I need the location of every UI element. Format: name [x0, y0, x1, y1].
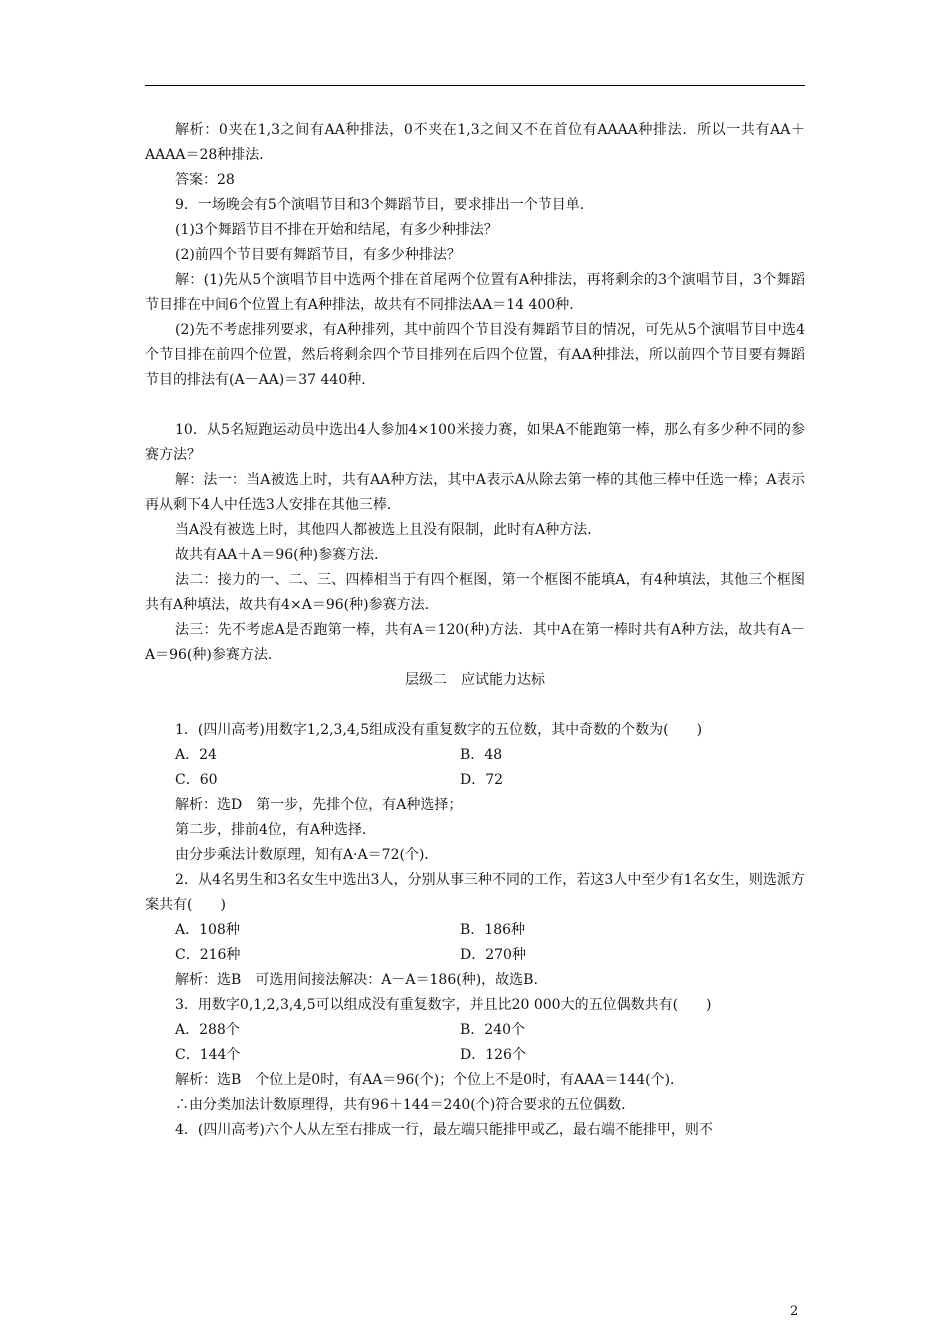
paragraph: 故共有AA＋A＝96(种)参赛方法．	[175, 547, 389, 563]
paragraph: ∴由分类加法计数原理得，共有96＋144＝240(个)符合要求的五位偶数．	[175, 1097, 636, 1113]
answer-options-row	[145, 918, 805, 943]
paragraph: 法三：先不考虑A是否跑第一棒，共有A＝120(种)方法．其中A在第一棒时共有A种方法，故共有A－A＝96(种)参赛方法．	[145, 622, 805, 663]
paragraph: (1)3个舞蹈节目不排在开始和结尾，有多少种排法？	[175, 222, 498, 238]
paragraph: 解析：选D 第一步，先排个位，有A种选择；	[175, 797, 463, 813]
paragraph: 2．从4名男生和3名女生中选出3人，分别从事三种不同的工作，若这3人中至少有1名女生，则选派方案共有( )	[145, 872, 805, 913]
answer-option: B．186种	[460, 922, 526, 938]
answer-option: C．144个	[175, 1047, 241, 1063]
answer-option: A．24	[175, 747, 217, 763]
paragraph: 10．从5名短跑运动员中选出4人参加4×100米接力赛，如果A不能跑第一棒，那么有多少种不同的参赛方法？	[145, 422, 805, 463]
answer-option: D．270种	[460, 947, 526, 963]
answer-option: A．288个	[175, 1022, 240, 1038]
header-rule	[145, 85, 805, 86]
answer-options-row	[145, 743, 805, 768]
answer-options-row	[145, 1043, 805, 1068]
answer-option: C．216种	[175, 947, 241, 963]
document-body	[145, 118, 805, 1143]
paragraph: 当A没有被选上时，其他四人都被选上且没有限制，此时有A种方法．	[175, 522, 602, 538]
answer-option: D．126个	[460, 1047, 526, 1063]
answer-options-row	[145, 943, 805, 968]
paragraph-gap	[145, 393, 805, 418]
paragraph: (2)前四个节目要有舞蹈节目，有多少种排法？	[175, 247, 461, 263]
paragraph: (2)先不考虑排列要求，有A种排列，其中前四个节目没有舞蹈节目的情况，可先从5个演唱节目中选4个节目排在前四个位置，然后将剩余四个节目排列在后四个位置，有AA种排法，所以前四个节目要有舞蹈节目的排法有(A－AA)＝37 440种．	[145, 322, 805, 388]
section-heading: 层级二 应试能力达标	[405, 672, 545, 688]
answer-option: B．240个	[460, 1022, 526, 1038]
paragraph: 法二：接力的一、二、三、四棒相当于有四个框图，第一个框图不能填A，有4种填法，其他三个框图共有A种填法，故共有4×A＝96(种)参赛方法．	[145, 572, 805, 613]
paragraph: 解：(1)先从5个演唱节目中选两个排在首尾两个位置有A种排法，再将剩余的3个演唱节目，3个舞蹈节目排在中间6个位置上有A种排法，故共有不同排法AA＝14 400种．	[145, 272, 805, 313]
answer-options-row	[145, 768, 805, 793]
paragraph: 解析：选B 个位上是0时，有AA＝96(个)；个位上不是0时，有AAA＝144(个)．	[175, 1072, 685, 1088]
paragraph: 4．(四川高考)六个人从左至右排成一行，最左端只能排甲或乙，最右端不能排甲，则不	[175, 1122, 713, 1138]
answer-options-row	[145, 1018, 805, 1043]
paragraph: 第二步，排前4位，有A种选择．	[175, 822, 377, 838]
paragraph: 9．一场晚会有5个演唱节目和3个舞蹈节目，要求排出一个节目单．	[175, 197, 594, 213]
page-number: 2	[790, 1304, 799, 1319]
paragraph: 解析：0夹在1,3之间有AA种排法，0不夹在1,3之间又不在首位有AAAA种排法．所以一共有AA＋AAAA＝28种排法．	[145, 122, 805, 163]
paragraph-gap	[145, 693, 805, 718]
answer-option: B．48	[460, 747, 503, 763]
paragraph: 3．用数字0,1,2,3,4,5可以组成没有重复数字，并且比20 000大的五位偶数共有( )	[175, 997, 712, 1013]
answer-option: D．72	[460, 772, 504, 788]
paragraph: 解析：选B 可选用间接法解决：A－A＝186(种)，故选B.	[175, 972, 538, 988]
answer-option: C．60	[175, 772, 218, 788]
paragraph: 答案：28	[175, 172, 235, 188]
paragraph: 1．(四川高考)用数字1,2,3,4,5组成没有重复数字的五位数，其中奇数的个数为( )	[175, 722, 703, 738]
answer-option: A．108种	[175, 922, 240, 938]
paragraph: 由分步乘法计数原理，知有A·A＝72(个)．	[175, 847, 439, 863]
paragraph: 解：法一：当A被选上时，共有AA种方法，其中A表示A从除去第一棒的其他三棒中任选一棒；A表示再从剩下4人中任选3人安排在其他三棒．	[145, 472, 805, 513]
